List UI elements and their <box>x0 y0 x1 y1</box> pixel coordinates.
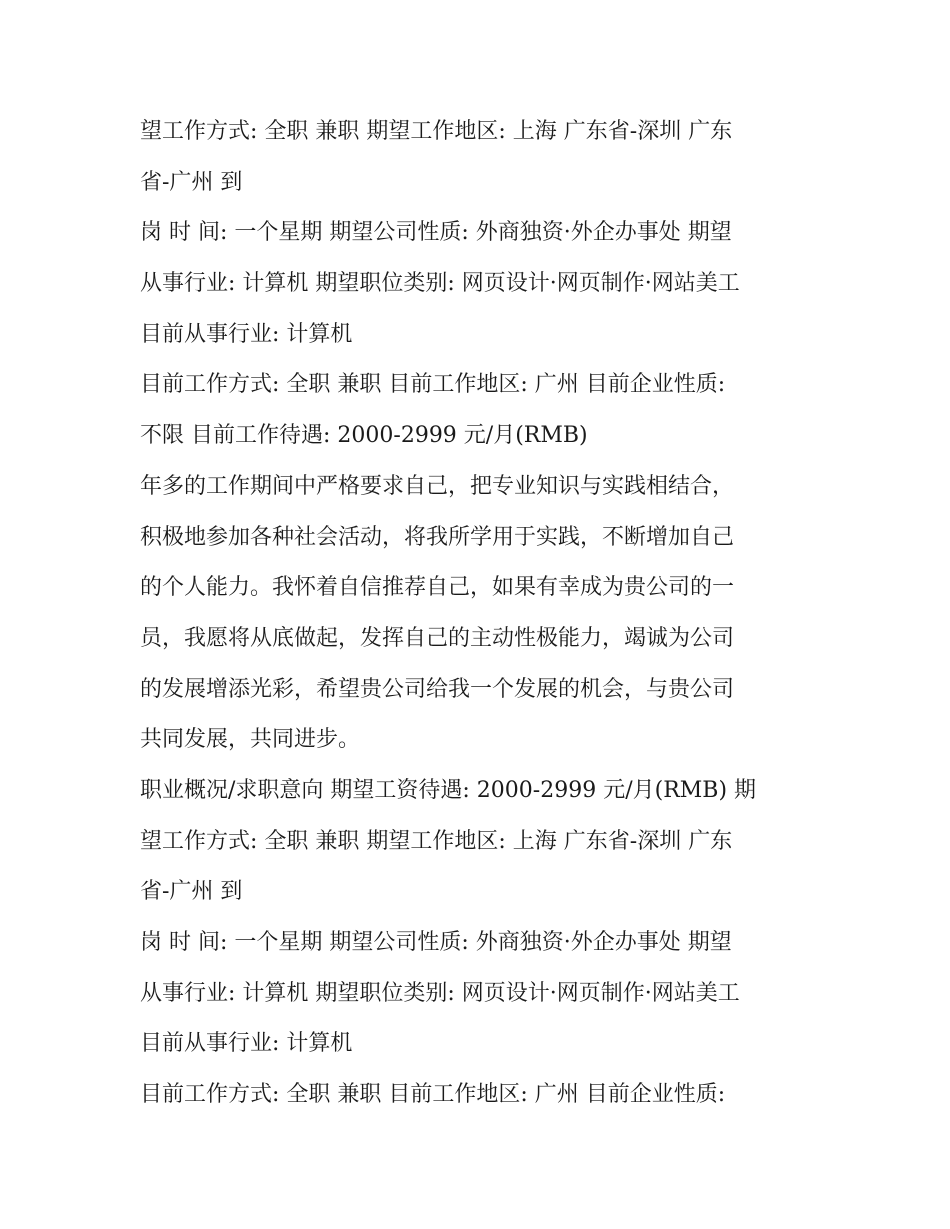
text-line: 共同发展，共同进步。 <box>140 727 361 753</box>
text-line: 目前工作方式: 全职 兼职 目前工作地区: 广州 目前企业性质: <box>140 1082 726 1108</box>
text-line: 目前工作方式: 全职 兼职 目前工作地区: 广州 目前企业性质: <box>140 372 726 398</box>
text-line: 年多的工作期间中严格要求自己，把专业知识与实践相结合， <box>140 473 735 499</box>
text-line: 望工作方式: 全职 兼职 期望工作地区: 上海 广东省-深圳 广东 <box>140 828 733 854</box>
text-line: 从事行业: 计算机 期望职位类别: 网页设计·网页制作·网站美工 <box>140 271 740 297</box>
document-body <box>140 107 820 1121</box>
text-line: 岗 时 间: 一个星期 期望公司性质: 外商独资·外企办事处 期望 <box>140 220 732 246</box>
text-line: 省-广州 到 <box>140 879 243 905</box>
text-line: 岗 时 间: 一个星期 期望公司性质: 外商独资·外企办事处 期望 <box>140 930 732 955</box>
text-line: 积极地参加各种社会活动，将我所学用于实践，不断增加自己 <box>140 524 735 550</box>
text-line: 的发展增添光彩，希望贵公司给我一个发展的机会，与贵公司 <box>140 676 735 702</box>
text-line: 员，我愿将从底做起，发挥自己的主动性极能力，竭诚为公司 <box>140 625 735 651</box>
text-line: 不限 目前工作待遇: 2000-2999 元/月(RMB) <box>140 423 588 449</box>
text-line: 目前从事行业: 计算机 <box>140 321 353 347</box>
text-line: 目前从事行业: 计算机 <box>140 1031 353 1057</box>
text-line: 望工作方式: 全职 兼职 期望工作地区: 上海 广东省-深圳 广东 <box>140 119 733 144</box>
text-line: 职业概况/求职意向 期望工资待遇: 2000-2999 元/月(RMB) 期 <box>140 777 757 803</box>
text-line: 省-广州 到 <box>140 169 243 195</box>
text-line: 从事行业: 计算机 期望职位类别: 网页设计·网页制作·网站美工 <box>140 980 740 1006</box>
text-line: 的个人能力。我怀着自信推荐自己，如果有幸成为贵公司的一 <box>140 575 735 601</box>
